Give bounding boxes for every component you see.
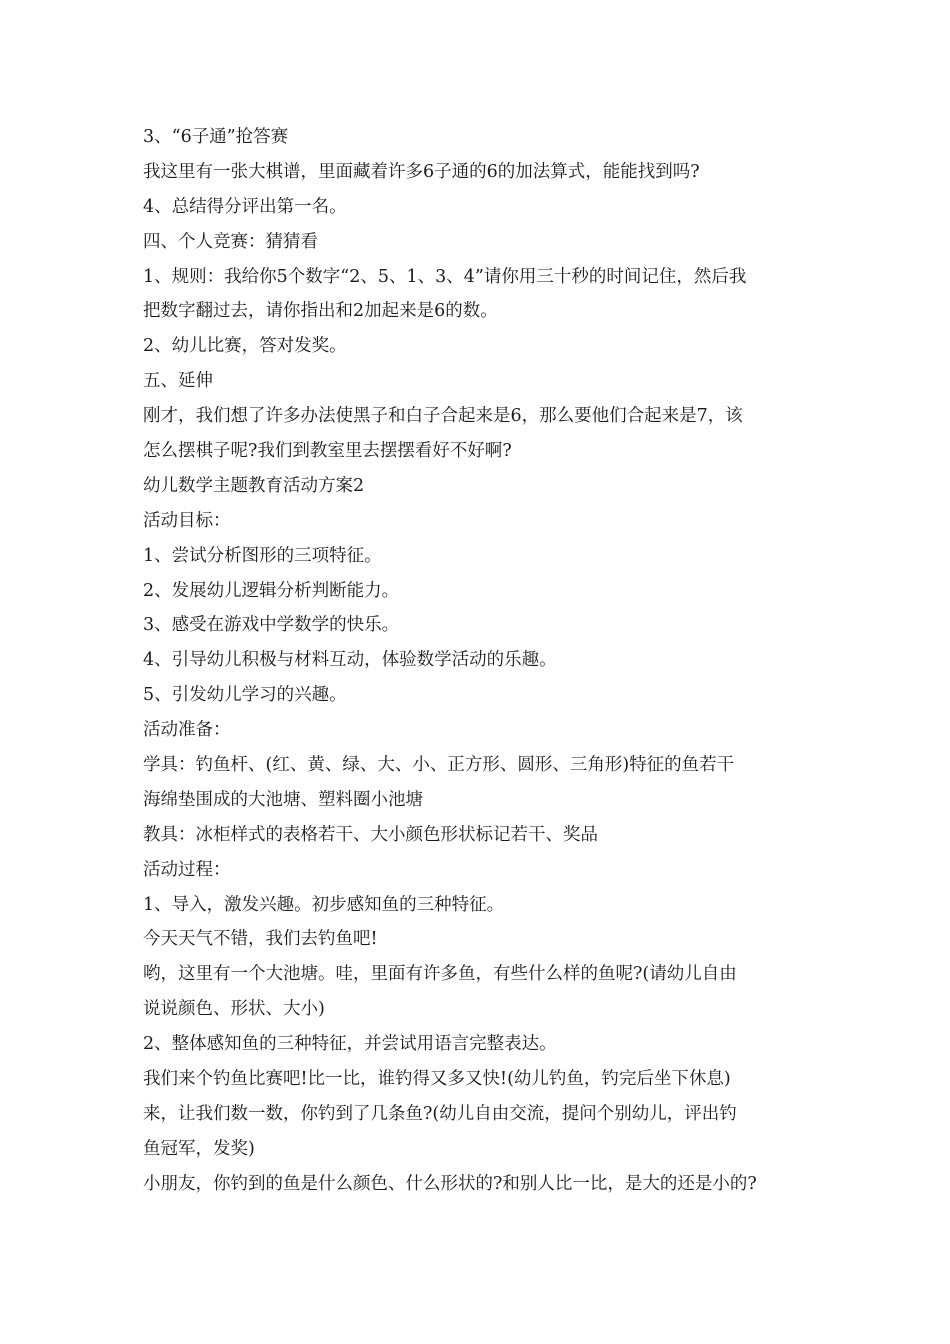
text-line: 3、“6子通”抢答赛 [143, 127, 289, 147]
section-heading: 五、延伸 [143, 371, 213, 392]
document-body [143, 120, 823, 1202]
list-item: 2、发展幼儿逻辑分析判断能力。 [143, 580, 400, 601]
text-line: 哟，这里有一个大池塘。哇，里面有许多鱼，有些什么样的鱼呢?(请幼儿自由 [143, 964, 737, 985]
text-line: 刚才，我们想了许多办法使黑子和白子合起来是6，那么要他们合起来是7，该 [143, 406, 743, 427]
section-heading: 活动目标： [143, 510, 231, 531]
text-line: 海绵垫围成的大池塘、塑料圈小池塘 [143, 789, 423, 810]
text-line: 来，让我们数一数，你钓到了几条鱼?(幼儿自由交流，提问个别幼儿，评出钓 [143, 1103, 737, 1124]
text-line: 1、导入，激发兴趣。初步感知鱼的三种特征。 [143, 894, 505, 915]
text-line: 说说颜色、形状、大小) [143, 999, 325, 1020]
text-line: 4、总结得分评出第一名。 [143, 196, 347, 217]
list-item: 4、引导幼儿积极与材料互动，体验数学活动的乐趣。 [143, 650, 557, 671]
section-heading: 活动准备： [143, 720, 231, 741]
text-line: 学具：钓鱼杆、(红、黄、绿、大、小、正方形、圆形、三角形)特征的鱼若干 [143, 755, 735, 776]
text-line: 2、幼儿比赛，答对发奖。 [143, 336, 347, 357]
text-line: 怎么摆棋子呢?我们到教室里去摆摆看好不好啊? [143, 441, 512, 462]
text-line: 鱼冠军，发奖) [143, 1138, 255, 1159]
list-item: 1、尝试分析图形的三项特征。 [143, 545, 382, 566]
section-heading: 四、个人竞赛：猜猜看 [143, 231, 318, 252]
text-line: 把数字翻过去，请你指出和2加起来是6的数。 [143, 301, 498, 322]
text-line: 今天天气不错，我们去钓鱼吧! [143, 929, 378, 950]
text-line: 1、规则：我给你5个数字“2、5、1、3、4”请你用三十秒的时间记住，然后我 [143, 266, 747, 287]
document-title: 幼儿数学主题教育活动方案2 [143, 475, 365, 496]
text-line: 教具：冰柜样式的表格若干、大小颜色形状标记若干、奖品 [143, 824, 598, 845]
section-heading: 活动过程： [143, 859, 231, 880]
text-line: 小朋友，你钓到的鱼是什么颜色、什么形状的?和别人比一比，是大的还是小的? [143, 1173, 757, 1194]
text-line: 我这里有一张大棋谱，里面藏着许多6子通的6的加法算式，能能找到吗? [143, 161, 700, 182]
text-line: 我们来个钓鱼比赛吧!比一比，谁钓得又多又快!(幼儿钓鱼，钓完后坐下休息) [143, 1069, 731, 1090]
list-item: 3、感受在游戏中学数学的快乐。 [143, 615, 400, 636]
list-item: 5、引发幼儿学习的兴趣。 [143, 685, 347, 706]
text-line: 2、整体感知鱼的三种特征，并尝试用语言完整表达。 [143, 1034, 557, 1055]
